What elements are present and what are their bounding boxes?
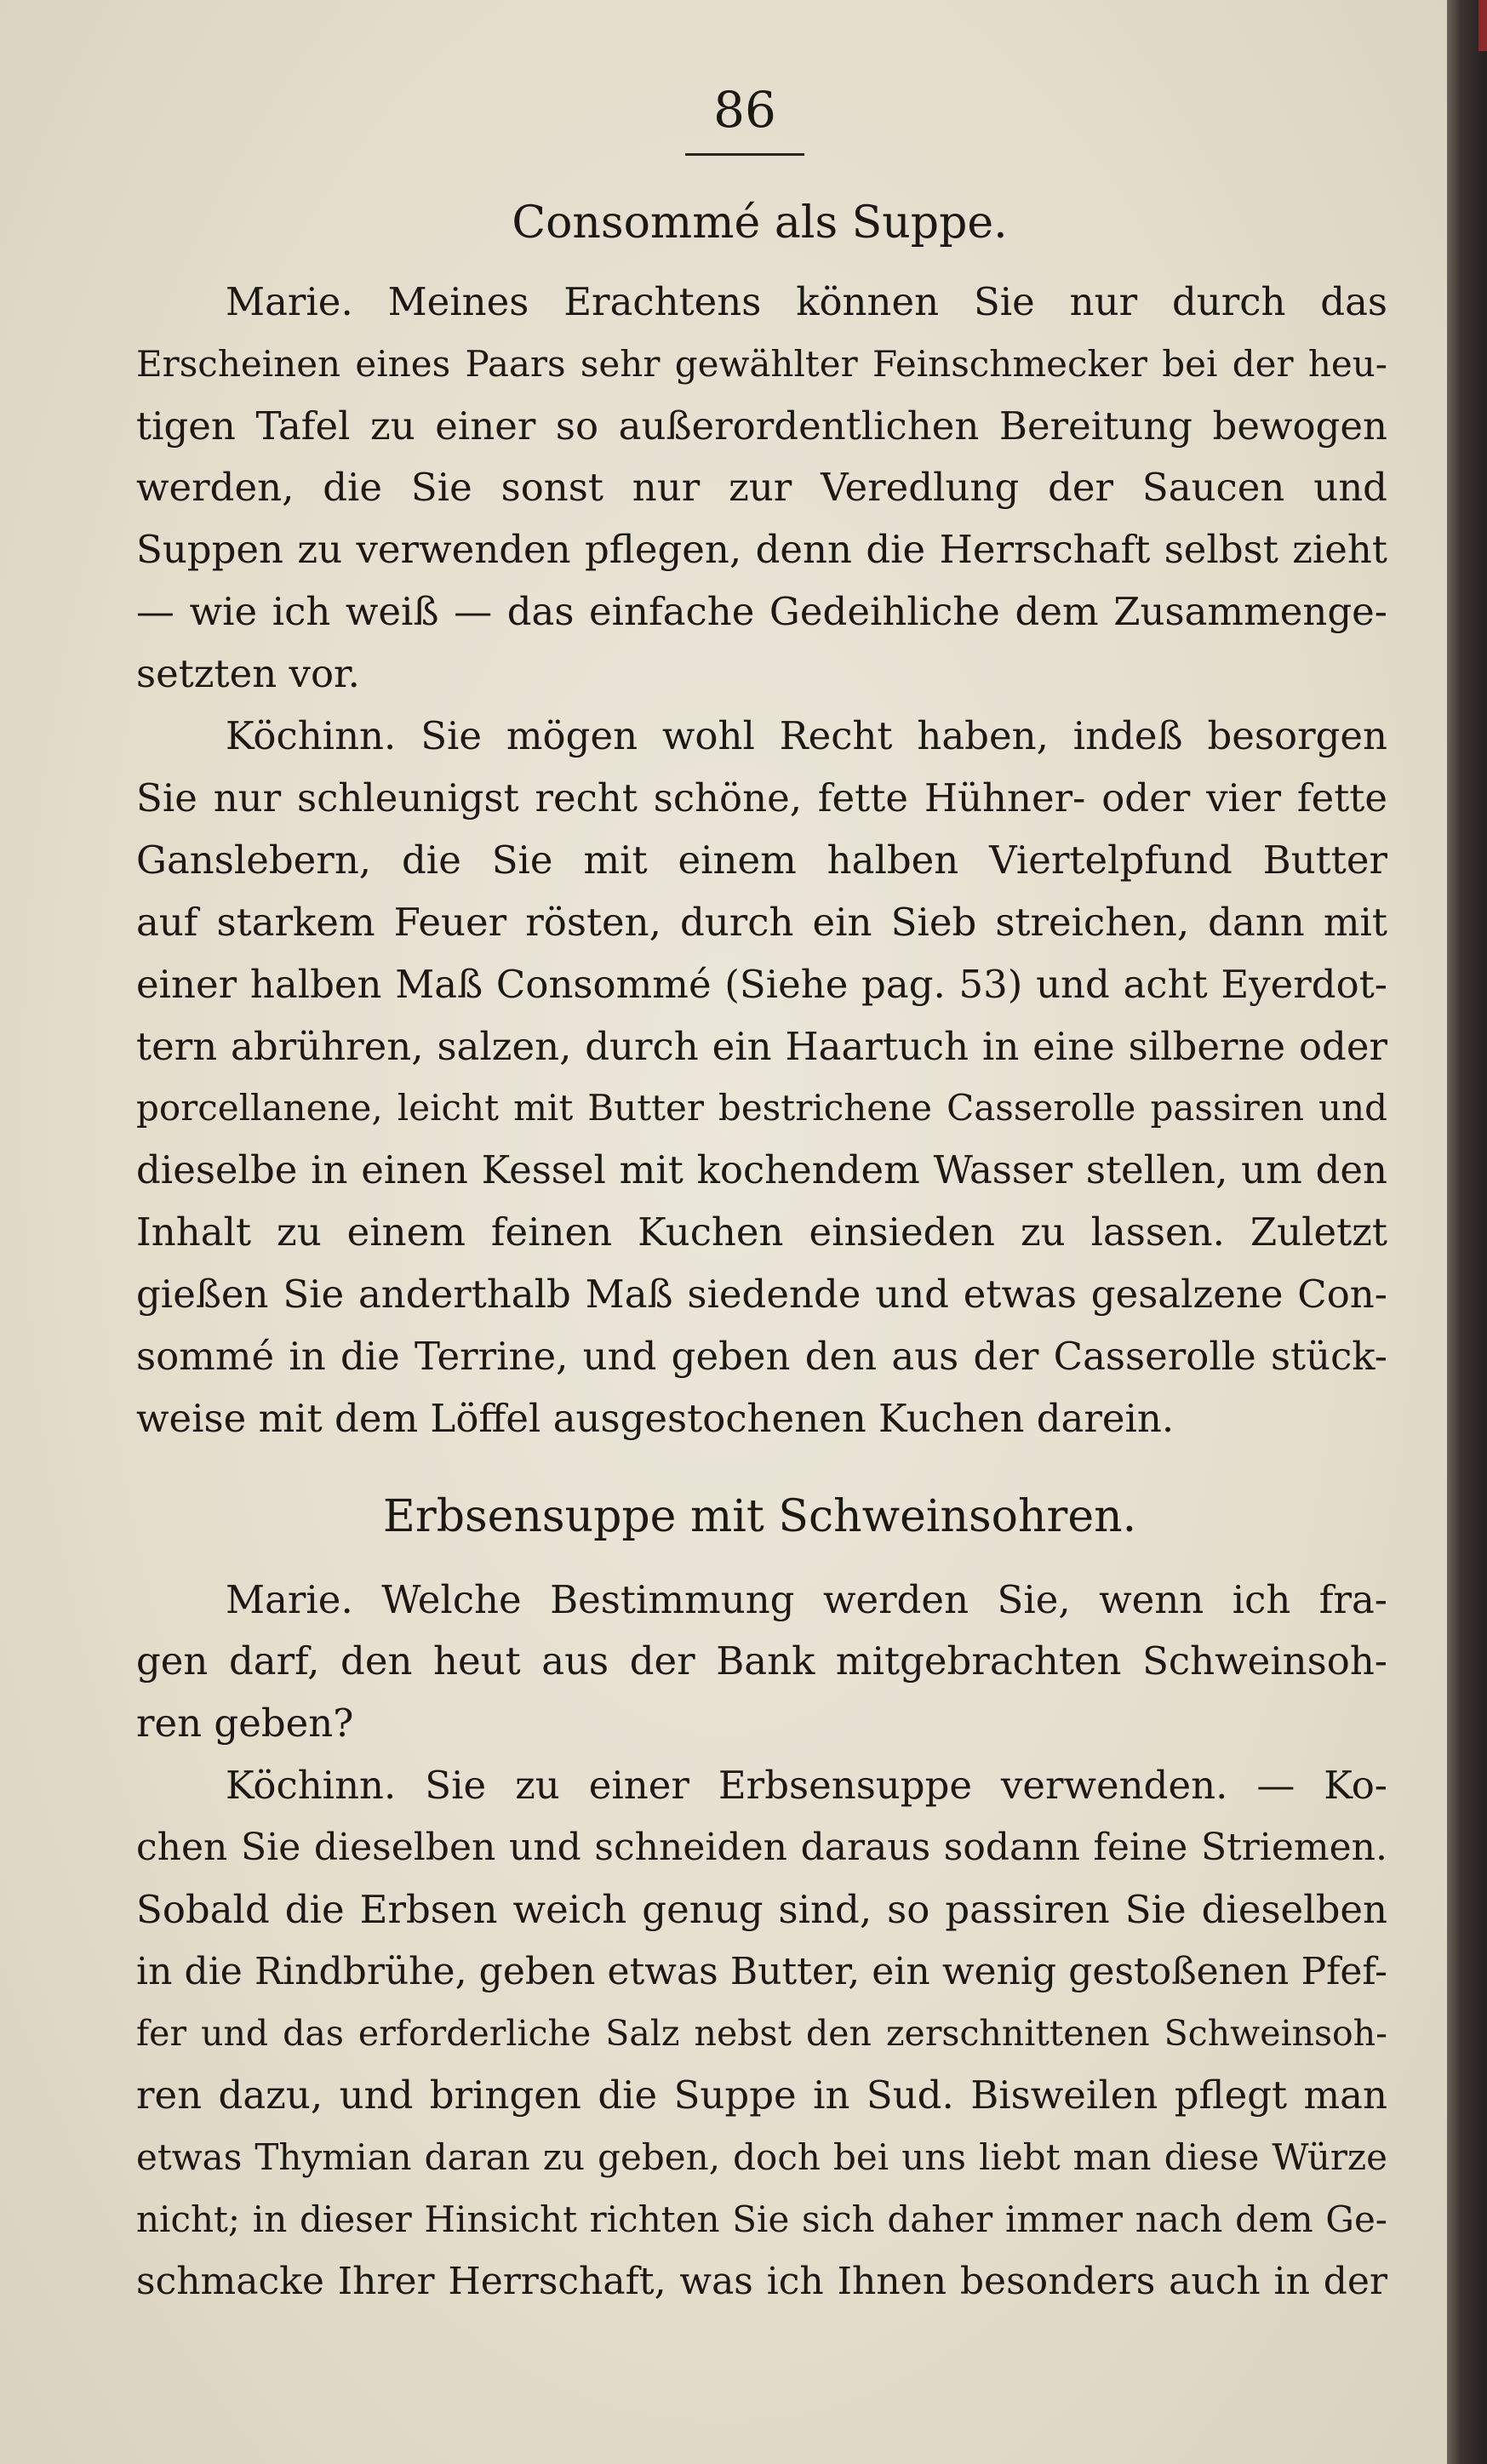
text-line: einer halben Maß Consommé (Siehe pag. 53) und acht Eyerdot- [136, 962, 1387, 1007]
text-line: ren geben? [136, 1701, 354, 1746]
page-number-rule [685, 153, 804, 156]
text-line: weise mit dem Löffel ausgestochenen Kuchen darein. [136, 1396, 1175, 1441]
text-line: Marie. Welche Bestimmung werden Sie, wenn ich fra- [226, 1577, 1387, 1622]
text-line: sommé in die Terrine, und geben den aus der Casserolle stück- [136, 1334, 1387, 1379]
text-line: etwas Thymian daran zu geben, doch bei uns liebt man diese Würze [136, 2136, 1387, 2178]
text-line: Erscheinen eines Paars sehr gewählter Feinschmecker bei der heu- [136, 343, 1387, 385]
text-line: auf starkem Feuer rösten, durch ein Sieb streichen, dann mit [136, 900, 1387, 945]
text-line: tigen Tafel zu einer so außerordentlichen Bereitung bewogen [136, 403, 1387, 449]
section-title-erbsensuppe: Erbsensuppe mit Schweinsohren. [382, 1491, 1137, 1542]
text-line: Köchinn. Sie mögen wohl Recht haben, indeß besorgen [226, 713, 1387, 758]
text-line: Inhalt zu einem feinen Kuchen einsieden zu lassen. Zuletzt [136, 1209, 1387, 1255]
text-line: Sobald die Erbsen weich genug sind, so passiren Sie dieselben [136, 1887, 1387, 1932]
text-line: gen darf, den heut aus der Bank mitgebrachten Schweinsoh- [136, 1638, 1387, 1684]
text-line: werden, die Sie sonst nur zur Veredlung der Saucen und [136, 465, 1387, 510]
section-title-consomme: Consommé als Suppe. [512, 197, 1008, 249]
text-line: tern abrühren, salzen, durch ein Haartuch in eine silberne oder [136, 1024, 1387, 1069]
text-line: Suppen zu verwenden pflegen, denn die Herrschaft selbst zieht [136, 527, 1387, 572]
text-line: Sie nur schleunigst recht schöne, fette Hühner- oder vier fette [136, 775, 1387, 820]
text-line: ren dazu, und bringen die Suppe in Sud. Bisweilen pflegt man [136, 2072, 1387, 2118]
text-line: dieselbe in einen Kessel mit kochendem Wasser stellen, um den [136, 1147, 1387, 1192]
text-line: nicht; in dieser Hinsicht richten Sie sich daher immer nach dem Ge- [136, 2198, 1387, 2240]
text-line: fer und das erforderliche Salz nebst den zerschnittenen Schweinsoh- [136, 2013, 1387, 2054]
text-line: schmacke Ihrer Herrschaft, was ich Ihnen besonders auch in der [136, 2260, 1387, 2303]
text-line: in die Rindbrühe, geben etwas Butter, ein wenig gestoßenen Pfef- [136, 1950, 1387, 1993]
text-line: — wie ich weiß — das einfache Gedeihliche dem Zusammenge- [136, 589, 1387, 634]
page-number: 86 [713, 81, 776, 139]
text-line: setzten vor. [136, 651, 360, 696]
text-line: Ganslebern, die Sie mit einem halben Viertelpfund Butter [136, 838, 1387, 883]
text-line: gießen Sie anderthalb Maß siedende und etwas gesalzene Con- [136, 1272, 1387, 1317]
binding-red-mark [1478, 0, 1487, 51]
book-binding-edge [1447, 0, 1487, 2464]
text-line: Marie. Meines Erachtens können Sie nur durch das [226, 279, 1387, 324]
text-line: porcellanene, leicht mit Butter bestrichene Casserolle passiren und [136, 1087, 1387, 1129]
text-line: chen Sie dieselben und schneiden daraus sodann feine Striemen. [136, 1826, 1387, 1869]
text-line: Köchinn. Sie zu einer Erbsensuppe verwenden. — Ko- [226, 1763, 1387, 1808]
